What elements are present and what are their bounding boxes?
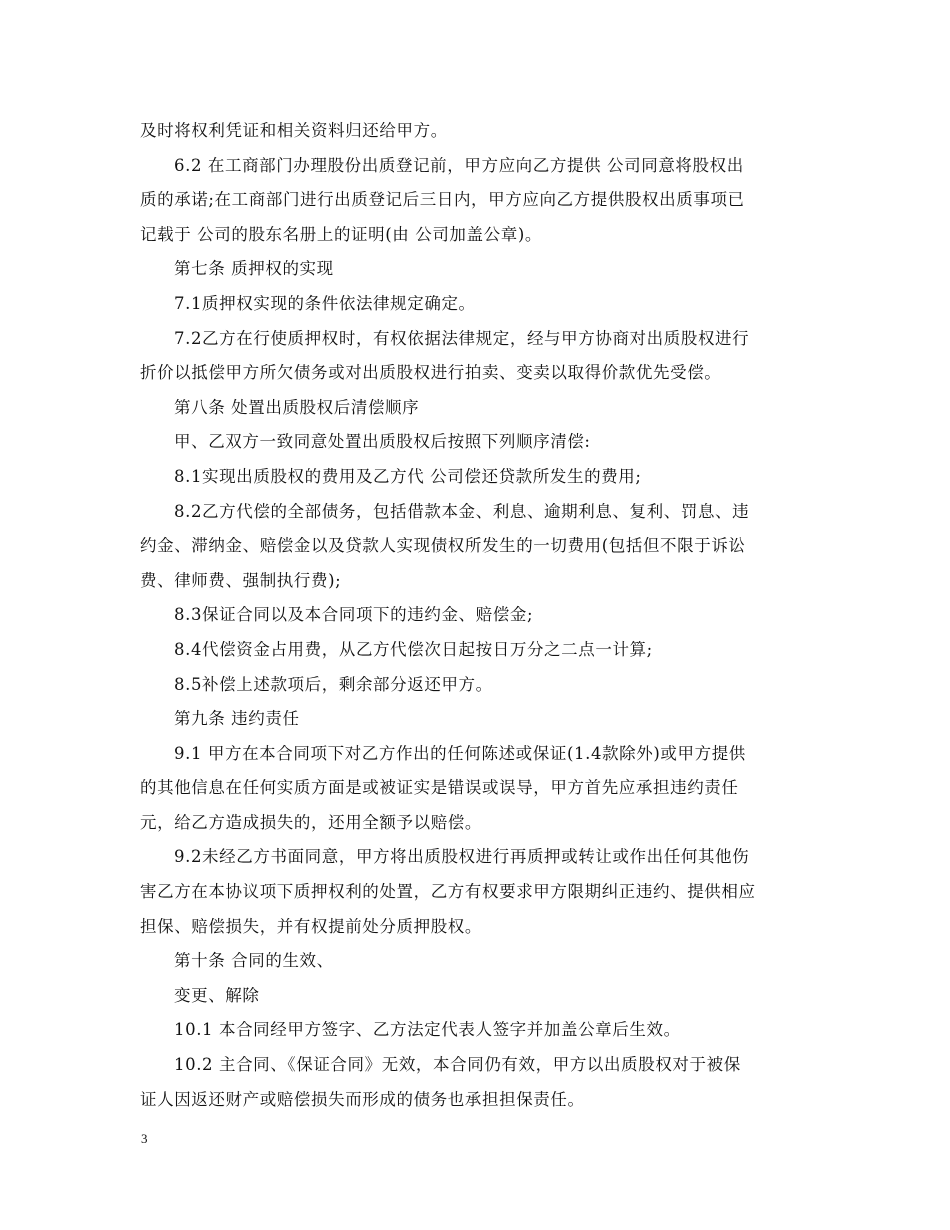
text-line: 害乙方在本协议项下质押权利的处置，乙方有权要求甲方限期纠正违约、提供相应 [140, 882, 756, 902]
page-number: 3 [141, 1131, 148, 1146]
clause-10-2-line: 10.2 主合同、《保证合同》无效，本合同仍有效，甲方以出质股权对于被保 [174, 1055, 741, 1075]
clause-7-2-line: 7.2乙方在行使质押权时，有权依据法律规定，经与甲方协商对出质股权进行 [174, 328, 750, 348]
text-line: 记载于 公司的股东名册上的证明(由 公司加盖公章)。 [140, 224, 542, 244]
clause-10-1-line: 10.1 本合同经甲方签字、乙方法定代表人签字并加盖公章后生效。 [174, 1020, 681, 1040]
clause-8-1-line: 8.1实现出质股权的费用及乙方代 公司偿还贷款所发生的费用; [174, 466, 642, 486]
article-10-heading-continued: 变更、解除 [174, 985, 260, 1005]
document-body [140, 114, 812, 1117]
text-line: 甲、乙双方一致同意处置出质股权后按照下列顺序清偿: [174, 432, 591, 452]
article-10-heading: 第十条 合同的生效、 [174, 951, 334, 971]
clause-8-3-line: 8.3保证合同以及本合同项下的违约金、赔偿金; [174, 605, 534, 625]
text-line: 的其他信息在任何实质方面是或被证实是错误或误导，甲方首先应承担违约责任 [140, 778, 739, 798]
clause-6-2-line: 6.2 在工商部门办理股份出质登记前，甲方应向乙方提供 公司同意将股权出 [174, 155, 744, 175]
text-line: 元，给乙方造成损失的，还用全额予以赔偿。 [140, 812, 482, 832]
text-line: 及时将权利凭证和相关资料归还给甲方。 [140, 121, 448, 140]
text-line: 约金、滞纳金、赔偿金以及贷款人实现债权所发生的一切费用(包括但不限于诉讼 [140, 536, 746, 556]
clause-8-4-line: 8.4代偿资金占用费，从乙方代偿次日起按日万分之二点一计算; [174, 639, 653, 659]
text-line: 担保、赔偿损失，并有权提前处分质押股权。 [140, 916, 482, 936]
clause-7-1-line: 7.1质押权实现的条件依法律规定确定。 [174, 293, 476, 313]
article-7-heading: 第七条 质押权的实现 [174, 259, 334, 279]
clause-9-1-line: 9.1 甲方在本合同项下对乙方作出的任何陈述或保证(1.4款除外)或甲方提供 [174, 743, 746, 763]
clause-8-2-line: 8.2乙方代偿的全部债务，包括借款本金、利息、逾期利息、复利、罚息、违 [174, 501, 750, 521]
text-line: 费、律师费、强制执行费); [140, 570, 342, 590]
text-line: 折价以抵偿甲方所欠债务或对出质股权进行拍卖、变卖以取得价款优先受偿。 [140, 363, 722, 383]
clause-9-2-line: 9.2未经乙方书面同意，甲方将出质股权进行再质押或转让或作出任何其他伤 [174, 847, 750, 867]
text-line: 证人因返还财产或赔偿损失而形成的债务也承担担保责任。 [140, 1089, 585, 1109]
text-line: 质的承诺;在工商部门进行出质登记后三日内，甲方应向乙方提供股权出质事项已 [140, 190, 745, 210]
article-9-heading: 第九条 违约责任 [174, 709, 300, 729]
article-8-heading: 第八条 处置出质股权后清偿顺序 [174, 397, 420, 417]
clause-8-5-line: 8.5补偿上述款项后，剩余部分返还甲方。 [174, 674, 493, 694]
